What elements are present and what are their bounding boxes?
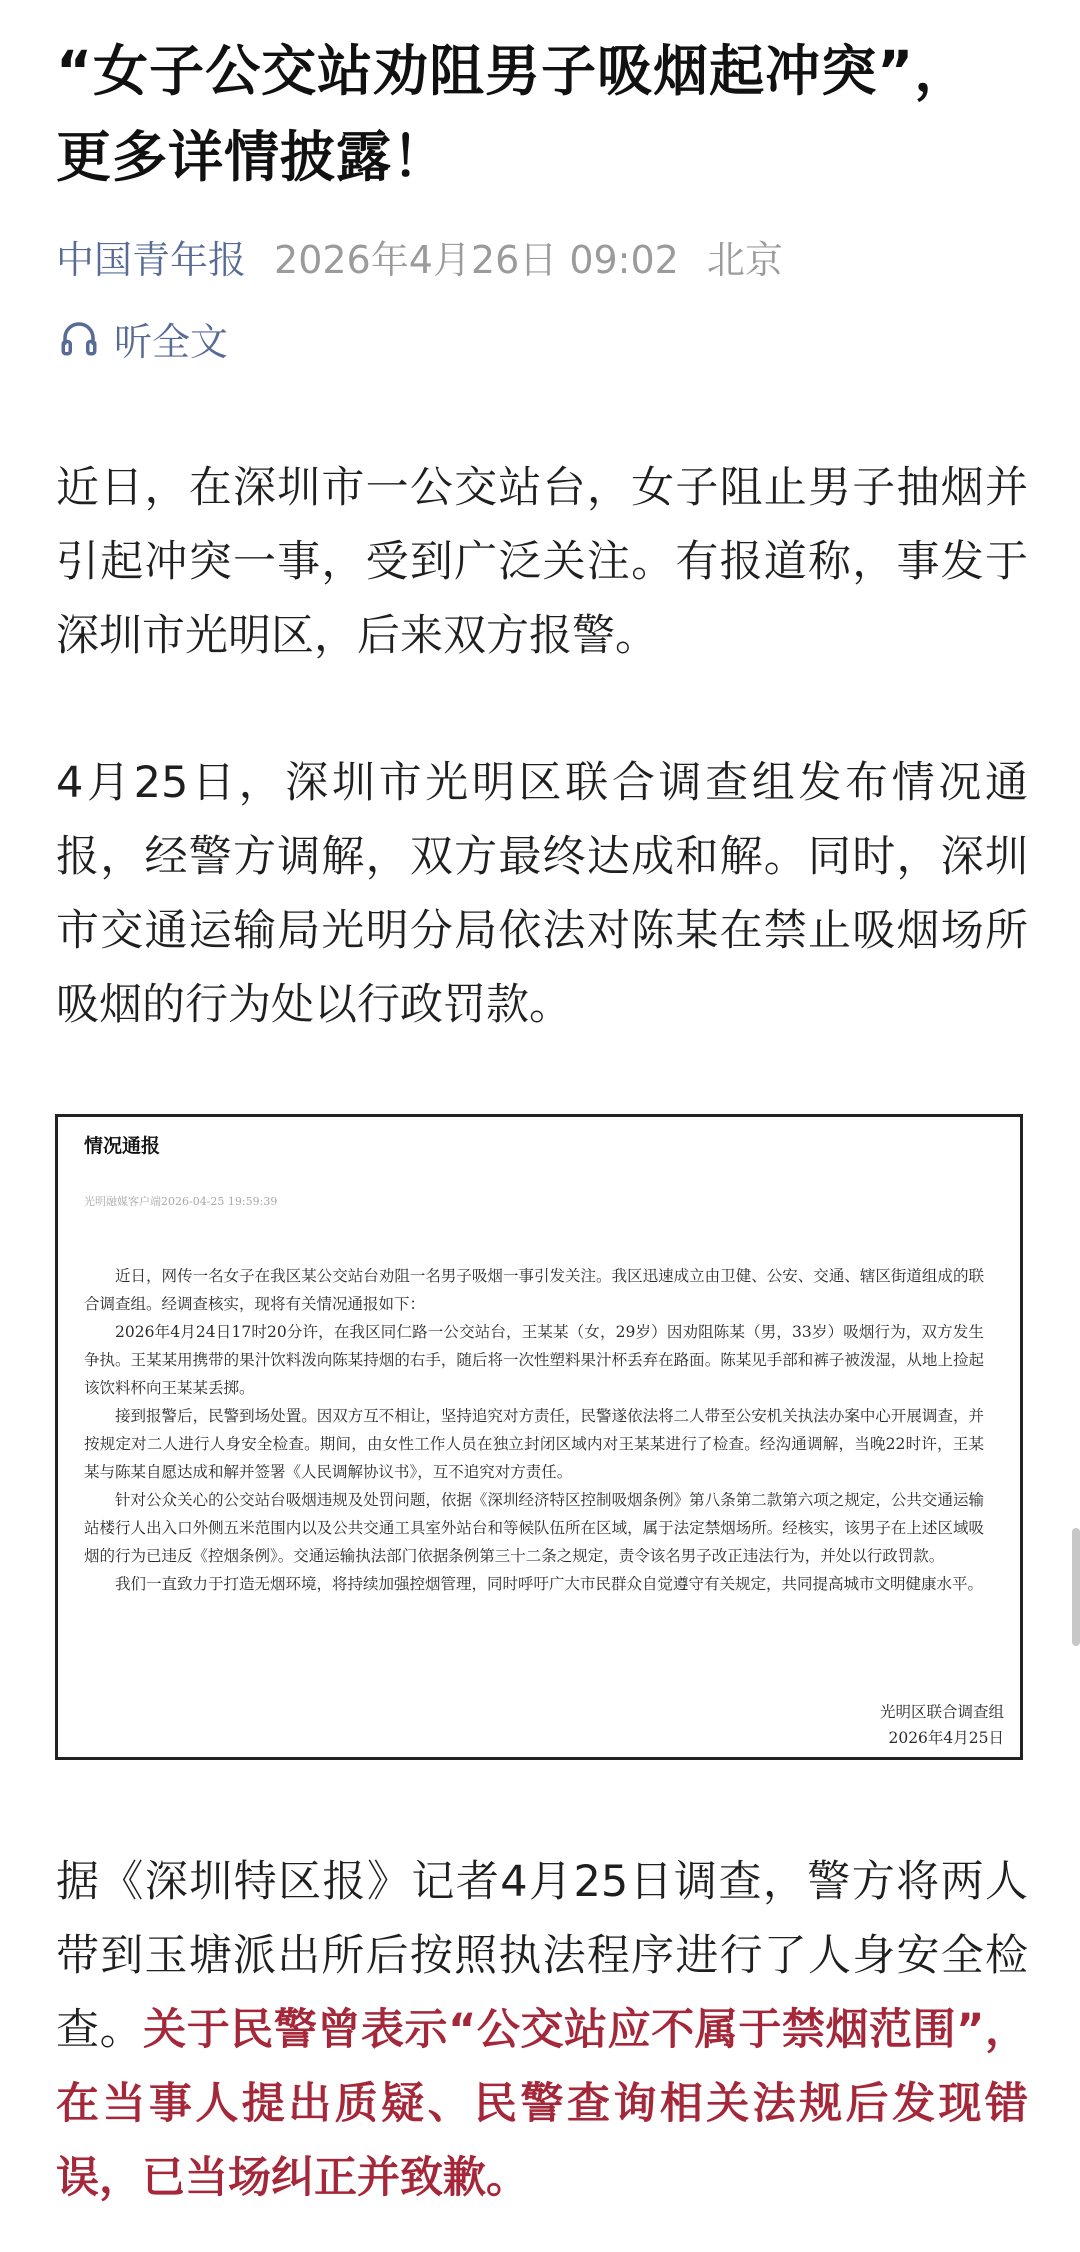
notice-paragraph: 近日，网传一名女子在我区某公交站台劝阻一名男子吸烟一事引发关注。我区迅速成立由卫健、公安、交通、辖区街道组成的联合调查组。经调查核实，现将有关情况通报如下： [84, 1267, 984, 1313]
listen-label: 听全文 [114, 319, 229, 364]
notice-paragraph: 我们一直致力于打造无烟环境，将持续加强控烟管理，同时呼吁广大市民群众自觉遵守有关规定，共同提高城市文明健康水平。 [115, 1575, 984, 1593]
paragraph-text: 据《深圳特区报》记者4月25日调查，警方将两人带到玉塘派出所后按照执法程序进行了人身安全检查。 [56, 1857, 1028, 2055]
notice-paragraph: 2026年4月24日17时20分许，在我区同仁路一公交站台，王某某（女，29岁）因劝阻陈某（男，33岁）吸烟行为，双方发生争执。王某某用携带的果汁饮料泼向陈某持烟的右手，随后将一次性塑料果汁杯丢弃在路面。陈某见手部和裤子被泼湿，从地上捡起该饮料杯向王某某丢掷。 [84, 1323, 984, 1397]
notice-signature-date: 2026年4月25日 [888, 1729, 1004, 1747]
notice-paragraph: 接到报警后，民警到场处置。因双方互不相让，坚持追究对方责任，民警遂依法将二人带至公安机关执法办案中心开展调查，并按规定对二人进行人身安全检查。期间，由女性工作人员在独立封闭区域内对王某某进行了检查。经沟通调解，当晚22时许，王某某与陈某自愿达成和解并签署《人民调解协议书》，互不追究对方责任。 [84, 1407, 984, 1481]
headphones-icon [58, 317, 100, 359]
listen-full-text-button[interactable] [58, 310, 228, 366]
article-title: “女子公交站劝阻男子吸烟起冲突”，更多详情披露！ [56, 39, 971, 189]
article-meta [56, 228, 783, 284]
article-paragraph-3 [56, 1845, 1028, 2215]
article-paragraph-1: 近日，在深圳市一公交站台，女子阻止男子抽烟并引起冲突一事，受到广泛关注。有报道称，事发于深圳市光明区，后来双方报警。 [56, 463, 1028, 661]
article-paragraph-2: 4月25日，深圳市光明区联合调查组发布情况通报，经警方调解，双方最终达成和解。同时，深圳市交通运输局光明分局依法对陈某在禁止吸烟场所吸烟的行为处以行政罚款。 [56, 758, 1028, 1030]
source-account-link[interactable]: 中国青年报 [56, 237, 247, 282]
notice-body [84, 1262, 984, 1598]
notice-header: 情况通报 [84, 1135, 161, 1157]
publish-location: 北京 [706, 237, 783, 282]
publish-date: 2026年4月26日 09:02 [274, 237, 679, 282]
notice-image[interactable] [55, 1114, 1023, 1760]
notice-timestamp: 光明融媒客户端2026-04-25 19:59:39 [84, 1195, 278, 1208]
scrollbar-thumb[interactable] [1072, 1528, 1080, 1646]
notice-signature-org: 光明区联合调查组 [879, 1703, 1004, 1721]
notice-signature [880, 1699, 1004, 1751]
highlighted-text: 关于民警曾表示“公交站应不属于禁烟范围”，在当事人提出质疑、民警查询相关法规后发现错误，已当场纠正并致歉。 [56, 2005, 1028, 2203]
notice-paragraph: 针对公众关心的公交站台吸烟违规及处罚问题，依据《深圳经济特区控制吸烟条例》第八条第二款第六项之规定，公共交通运输站楼行人出入口外侧五米范围内以及公共交通工具室外站台和等候队伍所在区域，属于法定禁烟场所。经核实，该男子在上述区域吸烟的行为已违反《控烟条例》。交通运输执法部门依据条例第三十二条之规定，责令该名男子改正违法行为，并处以行政罚款。 [84, 1491, 984, 1565]
